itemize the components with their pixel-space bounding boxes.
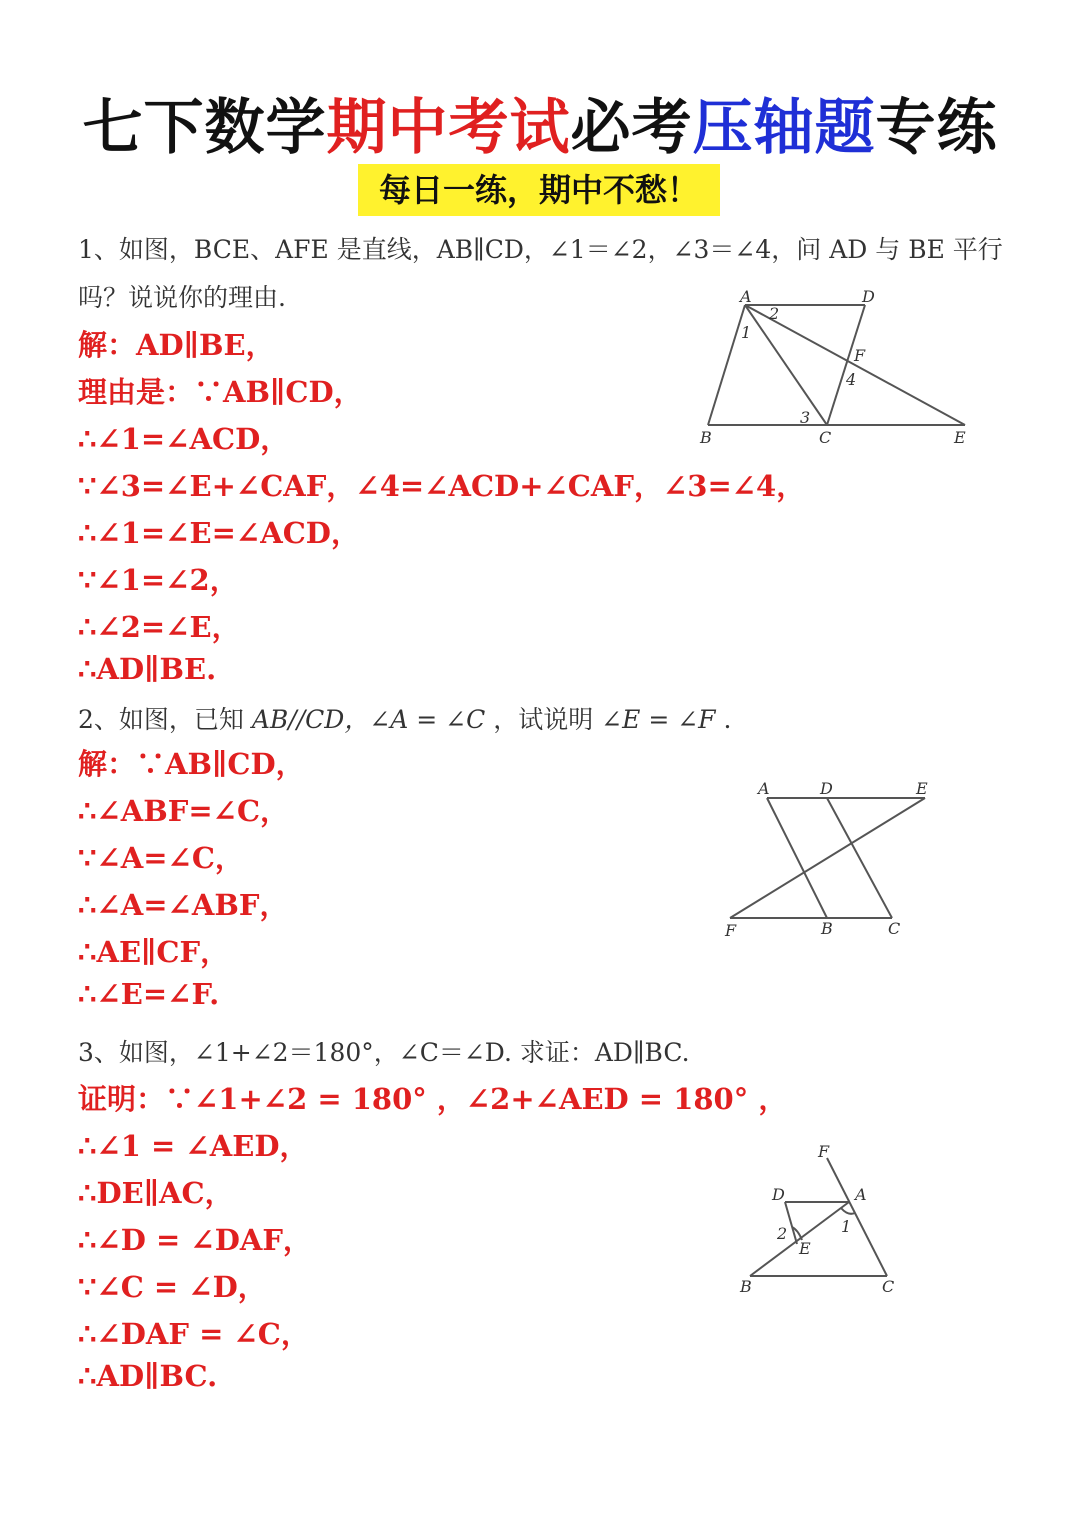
problem3-solution-line: ∴∠D = ∠DAF， [78,1223,312,1257]
label-b: B [700,428,712,447]
label-a: A [855,1185,867,1204]
problem3-solution-line: ∴∠DAF = ∠C， [78,1317,310,1351]
problem3-solution-line: ∴AD∥BC. [78,1359,218,1393]
label-c: C [819,428,832,447]
problem1-solution-line: ∴∠2=∠E， [78,610,241,644]
problem2-solution-line: ∴∠ABF=∠C， [78,794,290,828]
problem1-solution-line: ∵∠3=∠E+∠CAF，∠4=∠ACD+∠CAF，∠3=∠4， [78,469,806,503]
title-part-3: 必考 [570,93,693,163]
title-part-4: 压轴题 [692,93,876,163]
label-d: D [772,1185,785,1204]
label-e: E [799,1239,811,1258]
problem1-solution-line: 解：AD∥BE， [78,328,275,362]
problem3-solution-line: ∵∠C = ∠D， [78,1270,267,1304]
label-2: 2 [769,304,780,323]
title-part-2: 期中考试 [326,93,571,163]
label-b: B [821,919,833,938]
line-ae [745,305,965,425]
problem3-solution-line: ∴DE∥AC， [78,1176,234,1210]
label-1: 1 [741,323,752,342]
label-a: A [740,287,752,306]
line-dc [827,305,865,425]
problem2-question [78,700,731,736]
problem1-solution-line: ∴∠1=∠ACD， [78,422,290,456]
title-part-5: 专练 [875,93,998,163]
problem2-question-math2: ∠E = ∠F [601,705,716,734]
label-e: E [916,779,928,798]
problem2-question-prefix: 2、如图，已知 [78,705,244,734]
label-3: 3 [800,408,811,427]
label-f: F [725,921,737,940]
page-title [0,80,1080,166]
problem1-solution-line: 理由是：∵AB∥CD， [78,375,363,409]
label-f: F [818,1142,830,1161]
problem3-solution-line: 证明：∵∠1+∠2 = 180° ，∠2+∠AED = 180° ， [78,1082,788,1116]
label-d: D [820,779,833,798]
problem1-solution-line: ∴AD∥BE. [78,652,217,686]
problem2-question-math1: AB//CD，∠A = ∠C [251,705,486,734]
line-fe [730,798,925,918]
label-f: F [854,346,866,365]
problem3-figure [735,1140,915,1300]
problem1-question-line2: 吗？说说你的理由. [78,283,286,312]
line-fa-extended [827,1158,887,1276]
line-ac [745,305,827,425]
problem2-solution-line: ∴∠A=∠ABF， [78,888,289,922]
label-1: 1 [841,1217,852,1236]
label-4: 4 [846,370,857,389]
problem2-question-mid: ，试说明 [493,705,594,734]
label-c: C [882,1277,895,1296]
label-b: B [740,1277,752,1296]
problem2-solution-line: ∵∠A=∠C， [78,841,244,875]
problem2-solution-line: ∴AE∥CF， [78,935,230,969]
problem3-question: 3、如图，∠1+∠2＝180°，∠C＝∠D. 求证：AD∥BC. [78,1038,690,1067]
line-ab [708,305,745,425]
slogan-badge: 每日一练，期中不愁！ [358,164,720,216]
label-c: C [888,919,901,938]
problem1-figure [690,285,990,455]
problem2-solution-line: ∴∠E=∠F. [78,977,220,1011]
label-d: D [862,287,875,306]
title-part-1: 七下数学 [82,93,327,163]
problem1-solution-line: ∵∠1=∠2， [78,563,239,597]
problem1-solution-line: ∴∠1=∠E=∠ACD， [78,516,360,550]
problem2-question-suffix: . [723,705,732,734]
line-ab [767,798,827,918]
problem2-figure [715,775,945,945]
line-dc [827,798,892,918]
label-a: A [758,779,770,798]
problem3-solution-line: ∴∠1 = ∠AED， [78,1129,309,1163]
label-2: 2 [777,1224,788,1243]
problem1-question-line1: 1、如图，BCE、AFE 是直线，AB∥CD，∠1＝∠2，∠3＝∠4，问 AD 与 BE 平行 [78,235,1003,264]
problem2-solution-line: 解：∵AB∥CD， [78,747,305,781]
label-e: E [954,428,966,447]
